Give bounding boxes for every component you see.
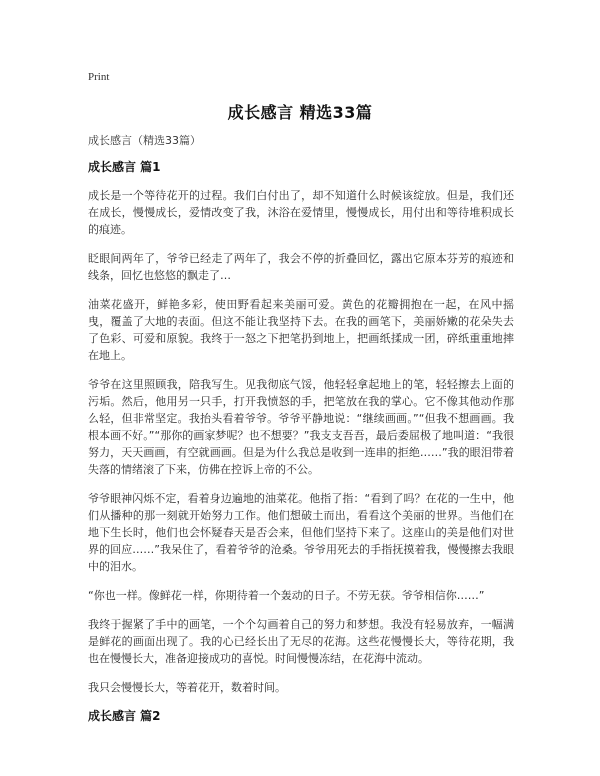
paragraph: 爷爷在这里照顾我，陪我写生。见我彻底气馁，他轻轻拿起地上的笔，轻轻擦去上面的污垢。然后，他用另一只手，打开我愤怒的手，把笔放在我的掌心。它不像其他动作那么轻，但非常坚定。我抬头看着爷爷。爷爷平静地说：“继续画画。”“但我不想画画。我根本画不好。”“那你的画家梦呢？也不想要？”我支支吾吾，最后委屈极了地叫道：“我很努力，天天画画，有空就画画。但是为什么我总是收到一连串的拒绝……”我的眼泪带着失落的情绪滚了下来，仿佛在控诉上帝的不公。 <box>88 378 514 476</box>
document-body <box>88 133 514 736</box>
paragraph: 成长是一个等待花开的过程。我们白付出了，却不知道什么时候该绽放。但是，我们还在成长，慢慢成长，爱情改变了我，沐浴在爱情里，慢慢成长，用付出和等待堆积成长的痕迹。 <box>88 189 514 236</box>
paragraph: 油菜花盛开，鲜艳多彩，使田野看起来美丽可爱。黄色的花瓣拥抱在一起，在风中摇曳，覆盖了大地的表面。但这不能让我坚持下去。在我的画笔下，美丽娇嫩的花朵失去了色彩、可爱和原貌。我终于一怒之下把笔扔到地上，把画纸揉成一团，碎纸重重地摔在地上。 <box>88 298 514 362</box>
page-title: 成长感言 精选33篇 <box>227 103 373 122</box>
paragraph: 眨眼间两年了，爷爷已经走了两年了，我会不停的折叠回忆，露出它原本芬芳的痕迹和线条，回忆也悠悠的飘走了… <box>88 252 514 282</box>
document-subtitle: 成长感言（精选33篇） <box>88 134 201 147</box>
section-heading-2: 成长感言 篇2 <box>88 709 161 723</box>
print-label[interactable]: Print <box>88 71 110 83</box>
paragraph: 爷爷眼神闪烁不定，看着身边遍地的油菜花。他指了指：“看到了吗？在花的一生中，他们从播种的那一刻就开始努力工作。他们想破土而出，看看这个美丽的世界。当他们在地下生长时，他们也会怀疑春天是否会来，但他们坚持下来了。这座山的美是他们对世界的回应……”我呆住了，看着爷爷的沧桑。爷爷用死去的手指抚摸着我，慢慢擦去我眼中的泪水。 <box>88 492 514 573</box>
paragraph: 我终于握紧了手中的画笔，一个个勾画着自己的努力和梦想。我没有轻易放弃，一幅满是鲜花的画面出现了。我的心已经长出了无尽的花海。这些花慢慢长大，等待花期，我也在慢慢长大，准备迎接成功的喜悦。时间慢慢冻结，在花海中流动。 <box>88 618 514 665</box>
section-heading-1: 成长感言 篇1 <box>88 160 161 174</box>
paragraph: 我只会慢慢长大，等着花开，数着时间。 <box>88 681 286 694</box>
paragraph: “你也一样。像鲜花一样，你期待着一个轰动的日子。不劳无获。爷爷相信你……” <box>88 589 485 602</box>
